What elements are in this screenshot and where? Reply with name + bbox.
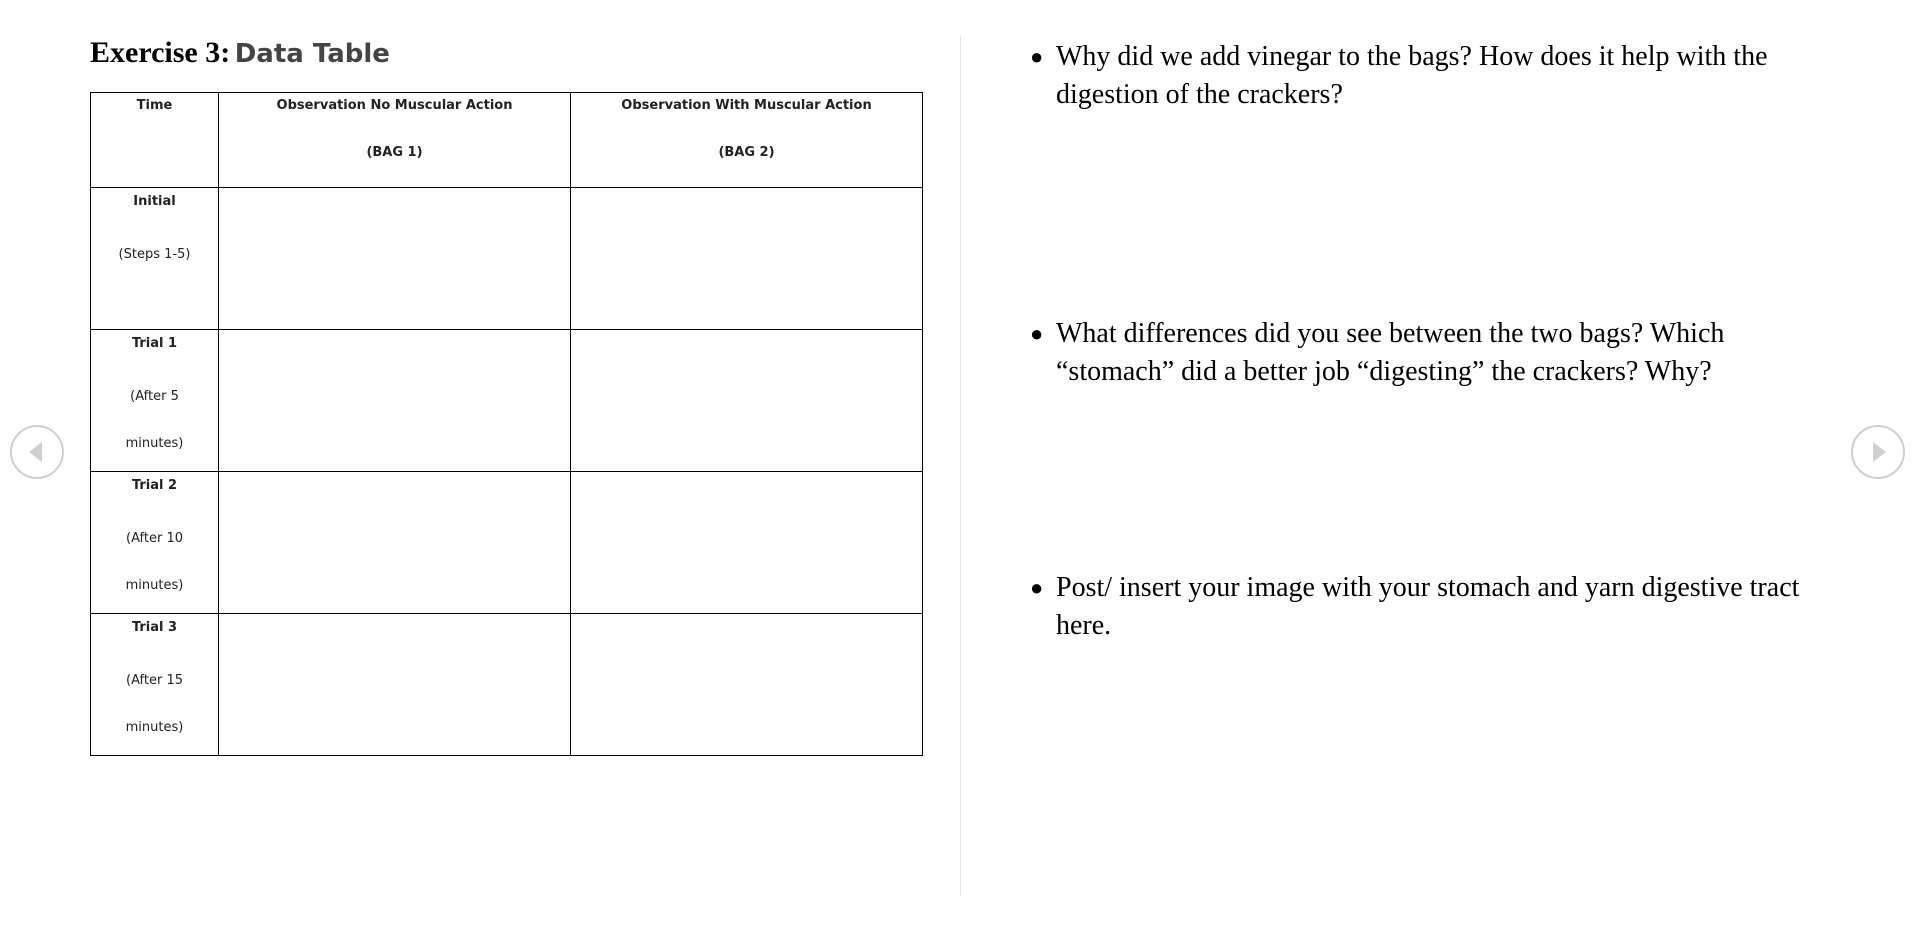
- cell-bag1-trial3[interactable]: [219, 614, 571, 756]
- next-page-button[interactable]: [1851, 425, 1905, 479]
- exercise-label: Exercise 3:: [90, 36, 231, 69]
- row-note: minutes): [125, 720, 184, 735]
- question-differences: [1030, 315, 1840, 391]
- bullet: ●: [1030, 321, 1044, 346]
- exercise-subtitle: Data Table: [234, 39, 390, 69]
- row-label-trial1: [91, 330, 219, 472]
- header-line: Observation No Muscular Action: [276, 98, 513, 113]
- previous-page-button[interactable]: [10, 425, 64, 479]
- left-page: [90, 0, 950, 900]
- table-row: [91, 472, 923, 614]
- row-label-trial2: [91, 472, 219, 614]
- row-title: Trial 3: [131, 620, 178, 635]
- header-line: Time: [136, 98, 173, 113]
- table-row: [91, 614, 923, 756]
- chevron-right-icon: [1853, 427, 1903, 477]
- cell-bag2-initial[interactable]: [571, 188, 923, 330]
- question-text: What differences did you see between the two bags? Which “stomach” did a better job “digesting” the crackers? Why?: [1056, 318, 1725, 387]
- row-label-trial3: [91, 614, 219, 756]
- right-page: [1030, 0, 1850, 900]
- header-time: [91, 93, 219, 188]
- row-note: (After 15: [126, 673, 183, 688]
- table-row: [91, 188, 923, 330]
- cell-bag2-trial2[interactable]: [571, 472, 923, 614]
- page-divider: [960, 36, 961, 896]
- data-table: [90, 92, 923, 756]
- row-note: (After 10: [126, 531, 183, 546]
- question-text: Post/ insert your image with your stomach and yarn digestive tract here.: [1056, 572, 1800, 641]
- cell-bag2-trial1[interactable]: [571, 330, 923, 472]
- table-row: [91, 330, 923, 472]
- row-note: minutes): [125, 436, 184, 451]
- header-bag1: [219, 93, 571, 188]
- row-title: Initial: [133, 194, 176, 209]
- row-title: Trial 2: [131, 478, 178, 493]
- header-line: (BAG 1): [366, 145, 423, 160]
- header-line: Observation With Muscular Action: [621, 98, 872, 113]
- bullet: ●: [1030, 44, 1044, 69]
- cell-bag1-initial[interactable]: [219, 188, 571, 330]
- chevron-left-icon: [12, 427, 62, 477]
- cell-bag1-trial1[interactable]: [219, 330, 571, 472]
- exercise-title: [90, 36, 390, 70]
- cell-bag2-trial3[interactable]: [571, 614, 923, 756]
- bullet: ●: [1030, 575, 1044, 600]
- row-note: (Steps 1-5): [118, 247, 191, 262]
- header-bag2: [571, 93, 923, 188]
- question-text: Why did we add vinegar to the bags? How does it help with the digestion of the crackers?: [1056, 41, 1768, 110]
- row-title: Trial 1: [131, 336, 178, 351]
- question-image: [1030, 569, 1840, 645]
- question-vinegar: [1030, 38, 1840, 114]
- row-note: (After 5: [130, 389, 179, 404]
- header-line: (BAG 2): [718, 145, 775, 160]
- row-note: minutes): [125, 578, 184, 593]
- row-label-initial: [91, 188, 219, 330]
- cell-bag1-trial2[interactable]: [219, 472, 571, 614]
- table-header-row: [91, 93, 923, 188]
